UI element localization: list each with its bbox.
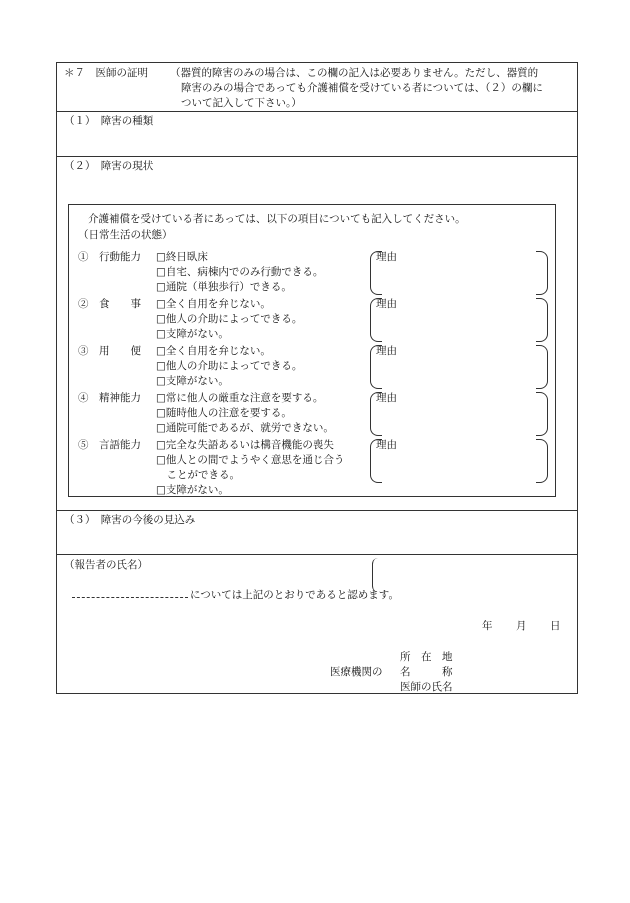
checkbox-option[interactable]: □完全な失語あるいは構音機能の喪失 bbox=[156, 439, 334, 451]
section-7-note-line2: 障害のみの場合であっても介護補償を受けている者については、（２）の欄に bbox=[181, 82, 543, 94]
checkbox-option[interactable]: □通院（単独歩行）できる。 bbox=[156, 281, 292, 293]
item-label: ② 食 事 bbox=[78, 298, 141, 310]
address-label: 所 在 地 bbox=[400, 651, 453, 663]
item-label: ⑤ 言語能力 bbox=[78, 439, 141, 451]
doctor-name-label: 医師の氏名 bbox=[400, 681, 453, 693]
checkbox-option[interactable]: □随時他人の注意を要する。 bbox=[156, 407, 292, 419]
bracket-right bbox=[536, 298, 548, 342]
checkbox-option[interactable]: □全く自用を弁じない。 bbox=[156, 298, 271, 310]
checkbox-option[interactable]: □終日臥床 bbox=[156, 251, 208, 263]
reason-label: 理由 bbox=[376, 439, 397, 451]
item-label: ④ 精神能力 bbox=[78, 392, 141, 404]
checkbox-option[interactable]: □他人の介助によってできる。 bbox=[156, 360, 303, 372]
reason-label: 理由 bbox=[376, 298, 397, 310]
date-year-label: 年 bbox=[482, 620, 493, 632]
checkbox-option[interactable]: □支障がない。 bbox=[156, 375, 229, 387]
item-label: ③ 用 便 bbox=[78, 345, 141, 357]
bracket-right bbox=[536, 251, 548, 295]
divider bbox=[56, 554, 578, 555]
checkbox-option[interactable]: □常に他人の厳重な注意を要する。 bbox=[156, 392, 324, 404]
checkbox-option-continued: ことができる。 bbox=[156, 469, 240, 481]
checkbox-option[interactable]: □他人との間でようやく意思を通じ合う bbox=[156, 454, 345, 466]
checkbox-option[interactable]: □支障がない。 bbox=[156, 484, 229, 496]
bracket-right bbox=[536, 345, 548, 389]
checkbox-option[interactable]: □他人の介助によってできる。 bbox=[156, 313, 303, 325]
reason-label: 理由 bbox=[376, 251, 397, 263]
bracket-right bbox=[536, 439, 548, 483]
reason-label: 理由 bbox=[376, 345, 397, 357]
section-7-note-line1: （器質的障害のみの場合は、この欄の記入は必要ありません。ただし、器質的 bbox=[170, 67, 539, 79]
checkbox-option[interactable]: □全く自用を弁じない。 bbox=[156, 345, 271, 357]
certification-statement: については上記のとおりであると認めます。 bbox=[190, 589, 399, 601]
date-day-label: 日 bbox=[550, 620, 561, 632]
checkbox-option[interactable]: □通院可能であるが、就労できない。 bbox=[156, 422, 334, 434]
date-month-label: 月 bbox=[516, 620, 527, 632]
section-7-note-line3: ついて記入して下さい。） bbox=[181, 97, 302, 109]
signature-line[interactable] bbox=[72, 597, 188, 598]
divider bbox=[56, 111, 578, 112]
section-2-title: （２） 障害の現状 bbox=[64, 160, 154, 172]
divider bbox=[56, 510, 578, 511]
bracket-left bbox=[372, 558, 379, 592]
section-1-title: （１） 障害の種類 bbox=[64, 115, 154, 127]
care-box-subtitle: （日常生活の状態） bbox=[78, 229, 173, 241]
section-7-title: ＊７ 医師の証明 bbox=[64, 67, 148, 79]
institution-label: 医療機関の bbox=[330, 666, 383, 678]
divider bbox=[56, 156, 578, 157]
checkbox-option[interactable]: □支障がない。 bbox=[156, 328, 229, 340]
care-box-intro: 介護補償を受けている者にあっては、以下の項目についても記入してください。 bbox=[88, 213, 466, 225]
section-3-title: （３） 障害の今後の見込み bbox=[64, 514, 196, 526]
bracket-right bbox=[536, 392, 548, 436]
item-label: ① 行動能力 bbox=[78, 251, 141, 263]
checkbox-option[interactable]: □自宅、病棟内でのみ行動できる。 bbox=[156, 266, 324, 278]
reason-label: 理由 bbox=[376, 392, 397, 404]
reporter-label: （報告者の氏名） bbox=[64, 559, 148, 571]
institution-name-label: 名 称 bbox=[400, 666, 453, 678]
